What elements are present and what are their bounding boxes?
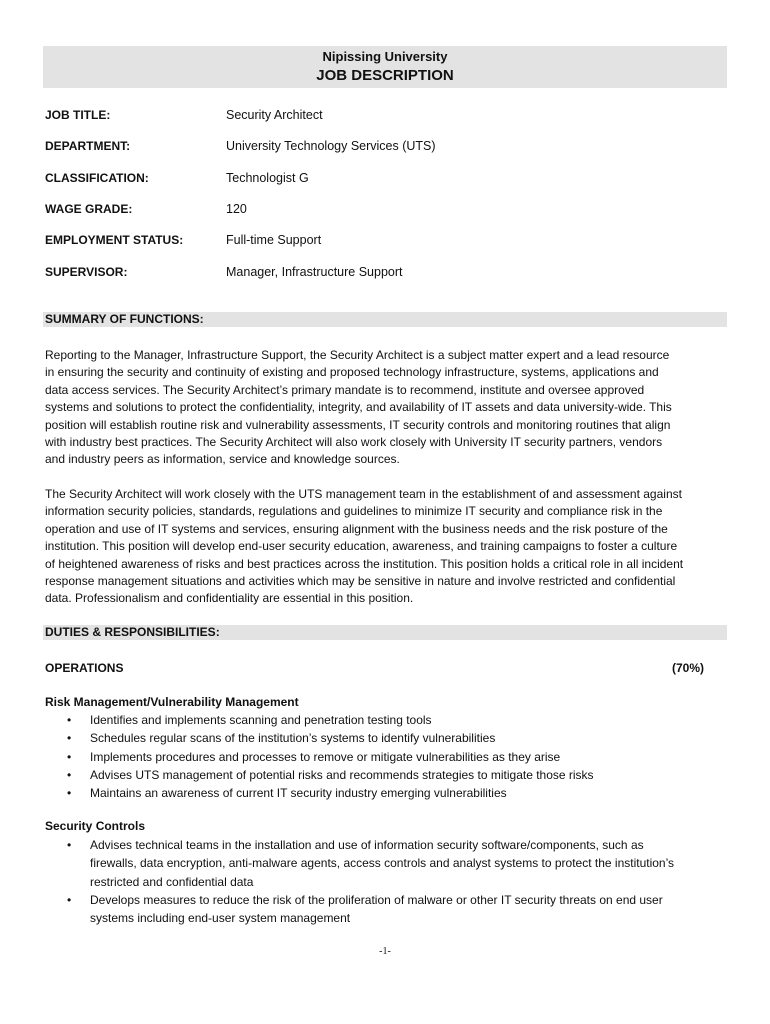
list-item: • Schedules regular scans of the institution’s systems to identify vulnerabilities (45, 729, 735, 747)
risk-management-list (45, 711, 735, 802)
summary-heading-band (43, 312, 727, 327)
risk-management-heading: Risk Management/Vulnerability Management (45, 695, 299, 709)
department-value: University Technology Services (UTS) (226, 139, 436, 153)
paragraph-line: data access services. The Security Architect’s primary mandate is to recommend, institute and oversee approved (45, 382, 645, 397)
duties-heading-band (43, 625, 727, 640)
operations-percent: (70%) (672, 661, 705, 675)
summary-paragraph-2 (45, 486, 735, 608)
list-item: • Advises technical teams in the installation and use of information security software/components, such as firewalls, data encryption, anti-malware agents, access controls and analyst systems to protect the institution’s restricted and confidential data (67, 838, 675, 889)
employment-status-value: Full-time Support (226, 233, 322, 247)
bullet-icon: • (67, 767, 72, 782)
department-label: DEPARTMENT: (45, 139, 131, 153)
paragraph-line: information security policies, standards, regulations and guidelines to minimize IT security and compliance risk in the (45, 504, 663, 519)
paragraph-line: The Security Architect will work closely with the UTS management team in the establishment of and assessment against (45, 487, 682, 501)
paragraph-line: in ensuring the security and continuity of existing and proposed technology infrastructure, systems, applications and (45, 365, 659, 380)
header-band (43, 46, 727, 88)
paragraph-line: data. Professionalism and confidentiality are essential in this position. (45, 591, 414, 606)
bullet-icon: • (67, 713, 72, 727)
classification-value: Technologist G (226, 171, 309, 185)
paragraph-line: Reporting to the Manager, Infrastructure Support, the Security Architect is a subject matter expert and a lead resource (45, 348, 670, 362)
bullet-icon: • (67, 786, 72, 801)
paragraph-line: response management situations and activities which may be sensitive in nature and involve restricted and confidential (45, 574, 676, 589)
list-item: • Implements procedures and processes to remove or mitigate vulnerabilities as they arise (45, 748, 735, 766)
list-item: • Maintains an awareness of current IT security industry emerging vulnerabilities (45, 784, 735, 802)
duties-heading: DUTIES & RESPONSIBILITIES: (45, 625, 220, 639)
paragraph-line: operation and use of IT systems and services, ensuring alignment with the business needs and the risk posture of the (45, 521, 668, 536)
bullet-icon: • (67, 731, 72, 746)
job-title-label: JOB TITLE: (45, 108, 111, 122)
classification-label: CLASSIFICATION: (45, 171, 149, 185)
list-item: • Advises UTS management of potential risks and recommends strategies to mitigate those risks (45, 766, 735, 784)
security-controls-list (45, 836, 735, 927)
wage-grade-value: 120 (226, 202, 247, 216)
paragraph-line: of heightened awareness of risks and best practices across the institution. This position holds a critical role in all incident (45, 556, 684, 571)
security-controls-heading: Security Controls (45, 819, 146, 833)
job-title-value: Security Architect (226, 108, 323, 122)
paragraph-line: institution. This position will develop end-user security education, awareness, and training campaigns to foster a culture (45, 539, 678, 554)
paragraph-line: position will establish routine risk and vulnerability assessments, IT security controls and monitoring routines that align (45, 417, 671, 432)
bullet-icon: • (67, 749, 72, 764)
summary-heading: SUMMARY OF FUNCTIONS: (45, 312, 204, 326)
list-item: • Develops measures to reduce the risk of the proliferation of malware or other IT security threats on end user systems including end-user system management (67, 892, 663, 926)
supervisor-value: Manager, Infrastructure Support (226, 265, 403, 279)
paragraph-line: with industry best practices. The Security Architect will also work closely with University IT security partners, vendors (45, 435, 663, 450)
wage-grade-label: WAGE GRADE: (45, 202, 133, 216)
bullet-icon: • (67, 838, 72, 852)
operations-label: OPERATIONS (45, 661, 124, 675)
list-item: • Identifies and implements scanning and penetration testing tools (45, 711, 735, 729)
paragraph-line: systems and solutions to protect the confidentiality, integrity, and availability of IT assets and data university-wide. This (45, 400, 672, 415)
page-number: -1- (379, 946, 391, 957)
summary-paragraph-1 (45, 347, 735, 469)
paragraph-line: and industry peers as information, service and knowledge sources. (45, 452, 400, 467)
employment-status-label: EMPLOYMENT STATUS: (45, 233, 184, 247)
organization-name: Nipissing University (322, 49, 448, 64)
supervisor-label: SUPERVISOR: (45, 265, 128, 279)
bullet-icon: • (67, 892, 72, 907)
document-title: JOB DESCRIPTION (316, 67, 454, 84)
